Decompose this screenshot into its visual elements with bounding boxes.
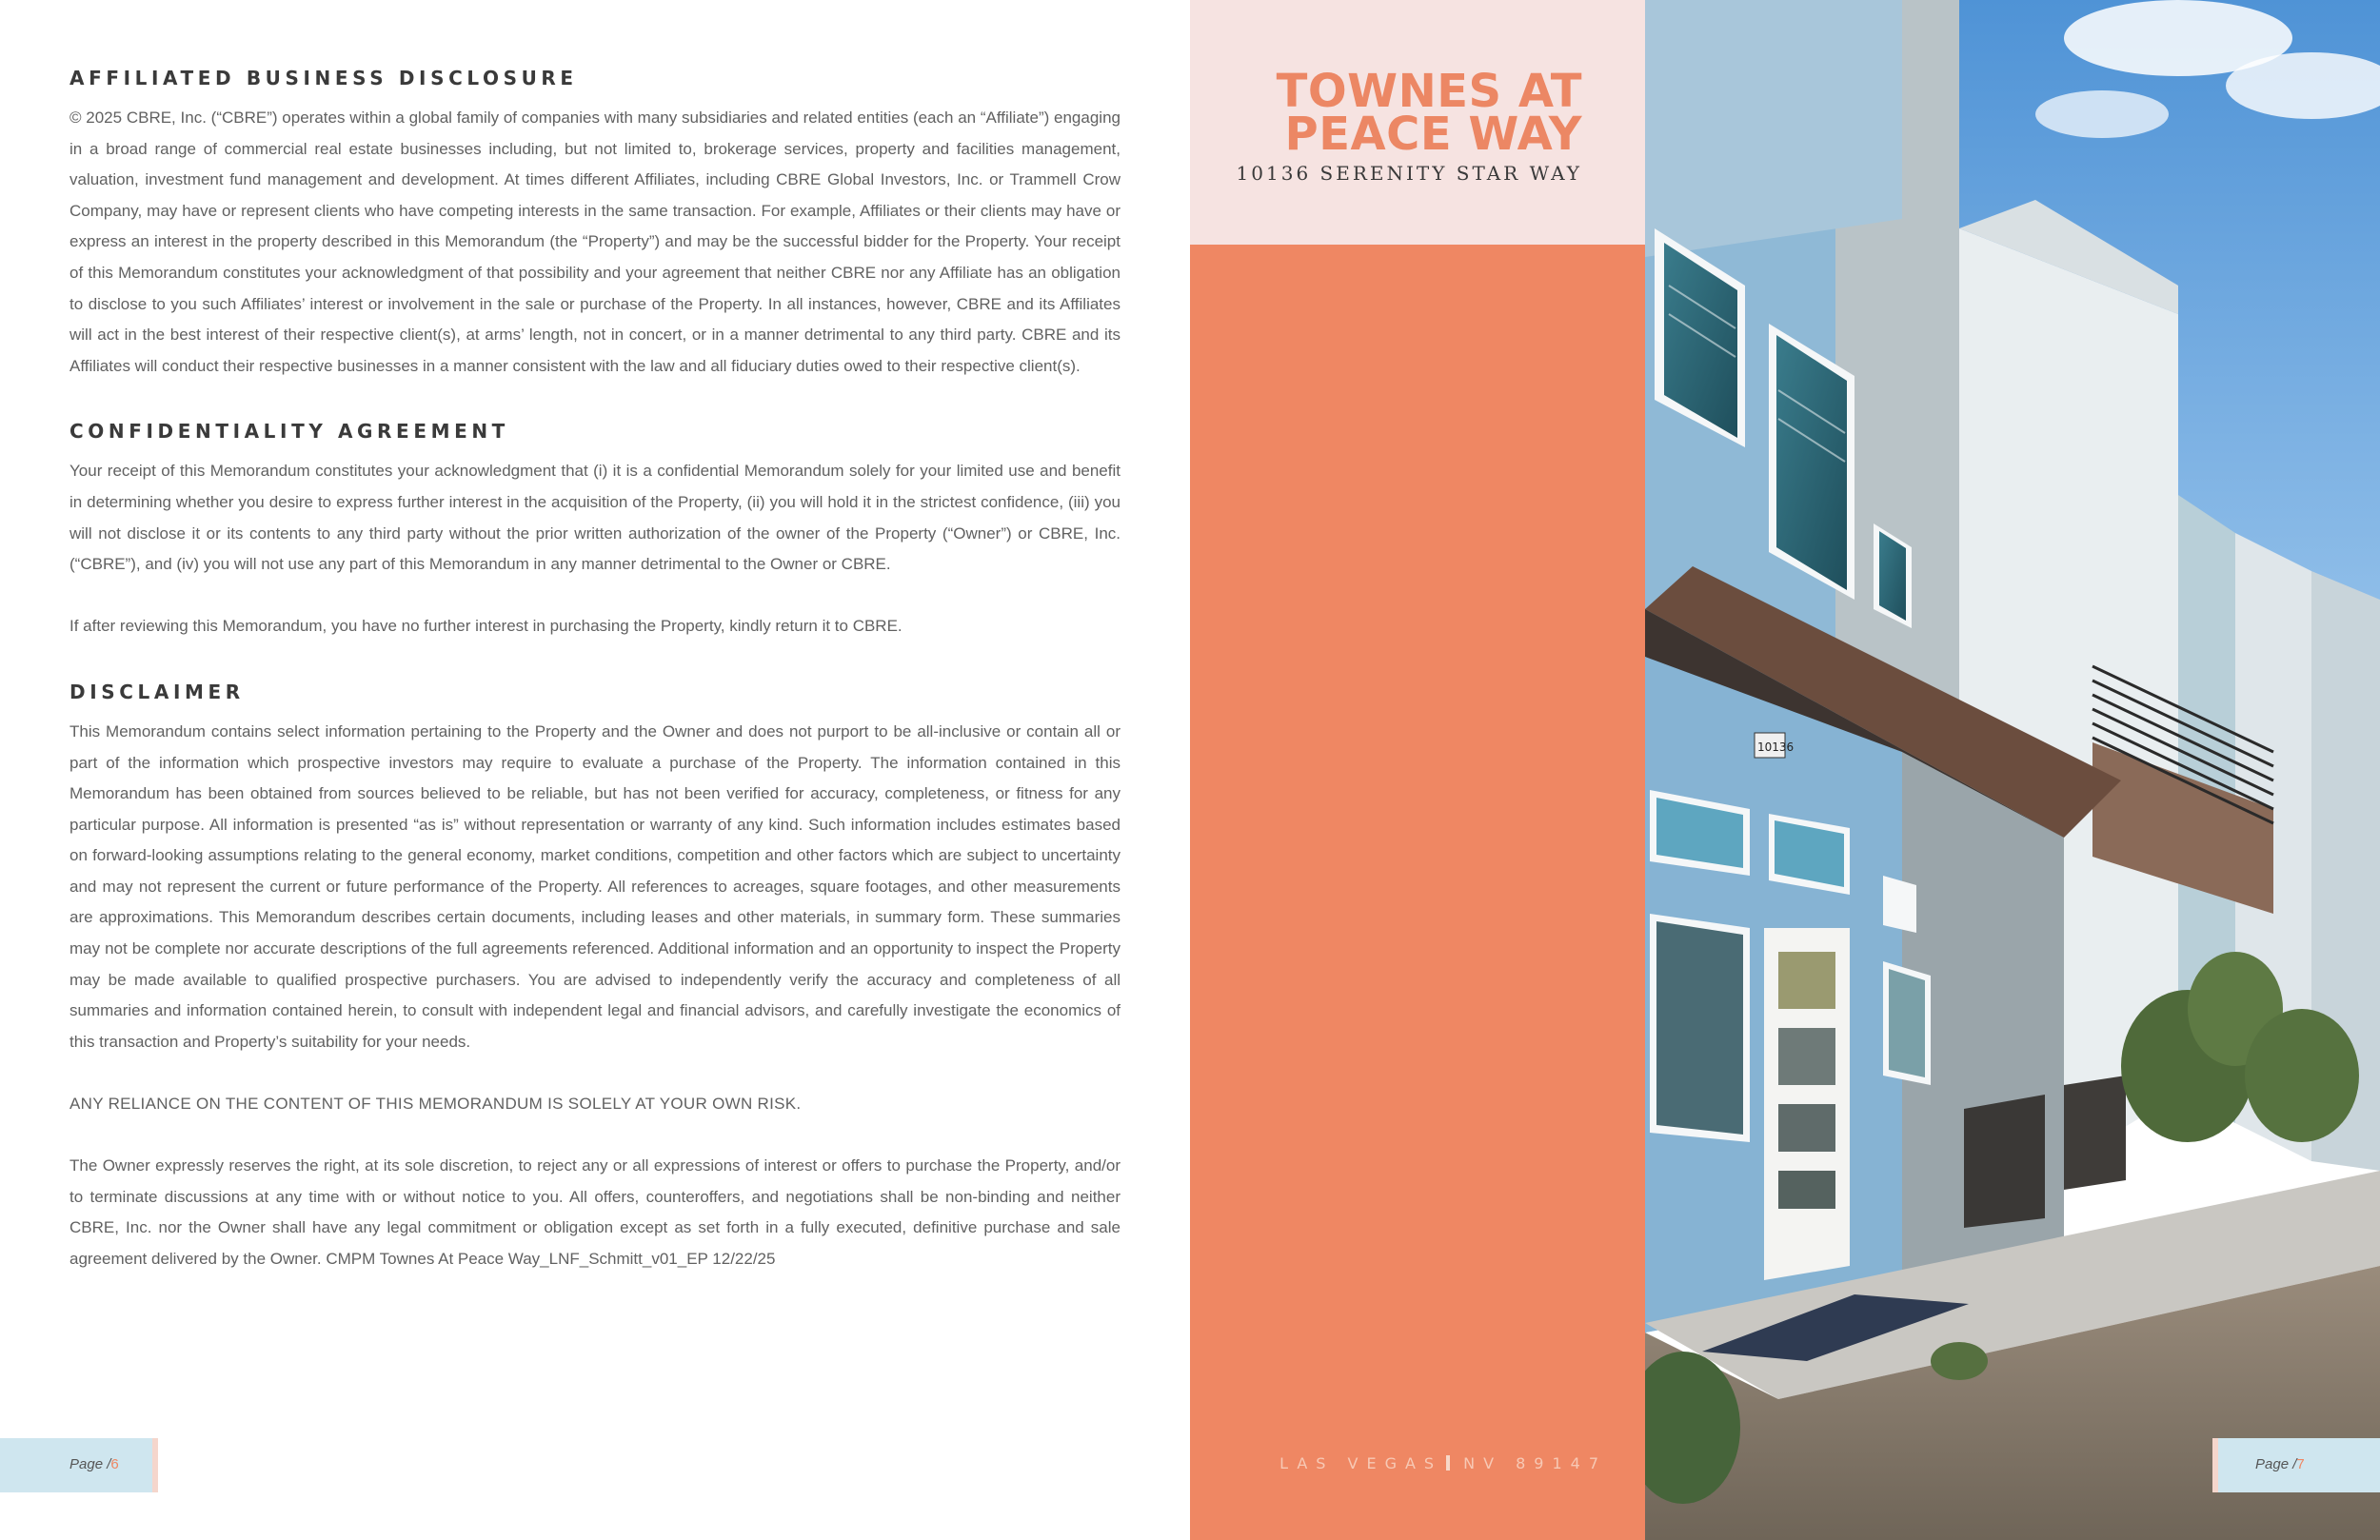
paragraph-return-memorandum: If after reviewing this Memorandum, you have no further interest in purchasing the Property, kindly return it to CBRE. bbox=[69, 617, 902, 636]
city-label: LAS VEGAS bbox=[1279, 1454, 1443, 1472]
property-title-line-2: PEACE WAY bbox=[1284, 108, 1582, 161]
location-separator bbox=[1446, 1455, 1450, 1471]
page-number-7: 7 bbox=[2296, 1456, 2305, 1472]
page-number-tab-right bbox=[2218, 1438, 2380, 1492]
title-box bbox=[1190, 0, 1645, 245]
page-number-6: 6 bbox=[110, 1456, 119, 1472]
property-title-line-1: TOWNES AT bbox=[1276, 65, 1582, 118]
paragraph-reliance-warning: ANY RELIANCE ON THE CONTENT OF THIS MEMORANDUM IS SOLELY AT YOUR OWN RISK. bbox=[69, 1095, 802, 1114]
page-label-text: Page / bbox=[2255, 1456, 2297, 1472]
page-label-right bbox=[2255, 1456, 2305, 1472]
paragraph-disclaimer: This Memorandum contains select information pertaining to the Property and the Owner and does not purport to be all-inclusive or contain all or part of the information which prospective investors may require to evaluate a purchase of the Property. The information contained in this Memorandum has been obtained from sources believed to be reliable, but has not been verified for accuracy, completeness, or fitness for any particular purpose. All information is presented “as is” without representation or warranty of any kind. Such information includes estimates based on forward-looking assumptions relating to the general economy, market conditions, competition and other factors which are subject to uncertainty and may not represent the current or future performance of the Property. All references to acreages, square footages, and other measurements are approximations. This Memorandum describes certain documents, including leases and other materials, in summary form. These summaries may not be complete nor accurate descriptions of the full agreements referenced. Additional information and an opportunity to inspect the Property may be made available to qualified prospective purchasers. You are advised to independently verify the accuracy and completeness of all summaries and information contained herein, to consult with independent legal and financial advisors, and carefully investigate the economics of this transaction and Property’s suitability for your needs. bbox=[69, 721, 1121, 1051]
page-tab-accent bbox=[152, 1438, 158, 1492]
paragraph-confidentiality: Your receipt of this Memorandum constitutes your acknowledgment that (i) it is a confidential Memorandum solely for your limited use and benefit in determining whether you desire to express further interest in the acquisition of the Property, (ii) you will hold it in the strictest confidence, (iii) you will not disclose it or its contents to any third party without the prior written authorization of the owner of the Property (“Owner”) or CBRE, Inc. (“CBRE”), and (iv) you will not use any part of this Memorandum in any manner detrimental to the Owner or CBRE. bbox=[69, 462, 1121, 574]
heading-affiliated-business-disclosure: AFFILIATED BUSINESS DISCLOSURE bbox=[69, 67, 578, 89]
unit-number: 10136 bbox=[1757, 740, 1795, 754]
page-number-tab-left bbox=[0, 1438, 152, 1492]
orange-title-panel bbox=[1190, 0, 1645, 1540]
property-address: 10136 SERENITY STAR WAY bbox=[1236, 162, 1582, 185]
page-label-text: Page / bbox=[69, 1456, 111, 1472]
page-tab-accent bbox=[2212, 1438, 2218, 1492]
page-label-left bbox=[69, 1456, 119, 1472]
location-footer bbox=[1279, 1454, 1607, 1472]
photo-illustration bbox=[1645, 0, 2380, 1540]
paragraph-affiliated-disclosure: © 2025 CBRE, Inc. (“CBRE”) operates within a global family of companies with many subsidiaries and related entities (each an “Affiliate”) engaging in a broad range of commercial real estate businesses including, but not limited to, brokerage services, property and facilities management, valuation, investment fund management and development. At times different Affiliates, including CBRE Global Investors, Inc. or Trammell Crow Company, may have or represent clients who have competing interests in the same transaction. For example, Affiliates or their clients may have or express an interest in the property described in this Memorandum (the “Property”) and may be the successful bidder for the Property. Your receipt of this Memorandum constitutes your acknowledgment of that possibility and your agreement that neither CBRE nor any Affiliate has an obligation to disclose to you such Affiliates’ interest or involvement in the sale or purchase of the Property. In all instances, however, CBRE and its Affiliates will act in the best interest of their respective client(s), at arms’ length, not in concert, or in a manner detrimental to any third party. CBRE and its Affiliates will conduct their respective businesses in a manner consistent with the law and all fiduciary duties owed to their respective client(s). bbox=[69, 109, 1121, 375]
heading-confidentiality-agreement: CONFIDENTIALITY AGREEMENT bbox=[69, 420, 509, 444]
heading-disclaimer: DISCLAIMER bbox=[69, 680, 245, 703]
state-zip-label: NV 89147 bbox=[1463, 1454, 1607, 1472]
paragraph-owner-rights: The Owner expressly reserves the right, at its sole discretion, to reject any or all expressions of interest or offers to purchase the Property, and/or to terminate discussions at any time with or without notice to you. All offers, counteroffers, and negotiations shall be non-binding and neither CBRE, Inc. nor the Owner shall have any legal commitment or obligation except as set forth in a fully executed, definitive purchase and sale agreement delivered by the Owner. CMPM Townes At Peace Way_LNF_Schmitt_v01_EP 12/22/25 bbox=[69, 1156, 1121, 1268]
townhomes-exterior-photo bbox=[1645, 0, 2380, 1540]
disclosure-text-column bbox=[69, 59, 1121, 1275]
